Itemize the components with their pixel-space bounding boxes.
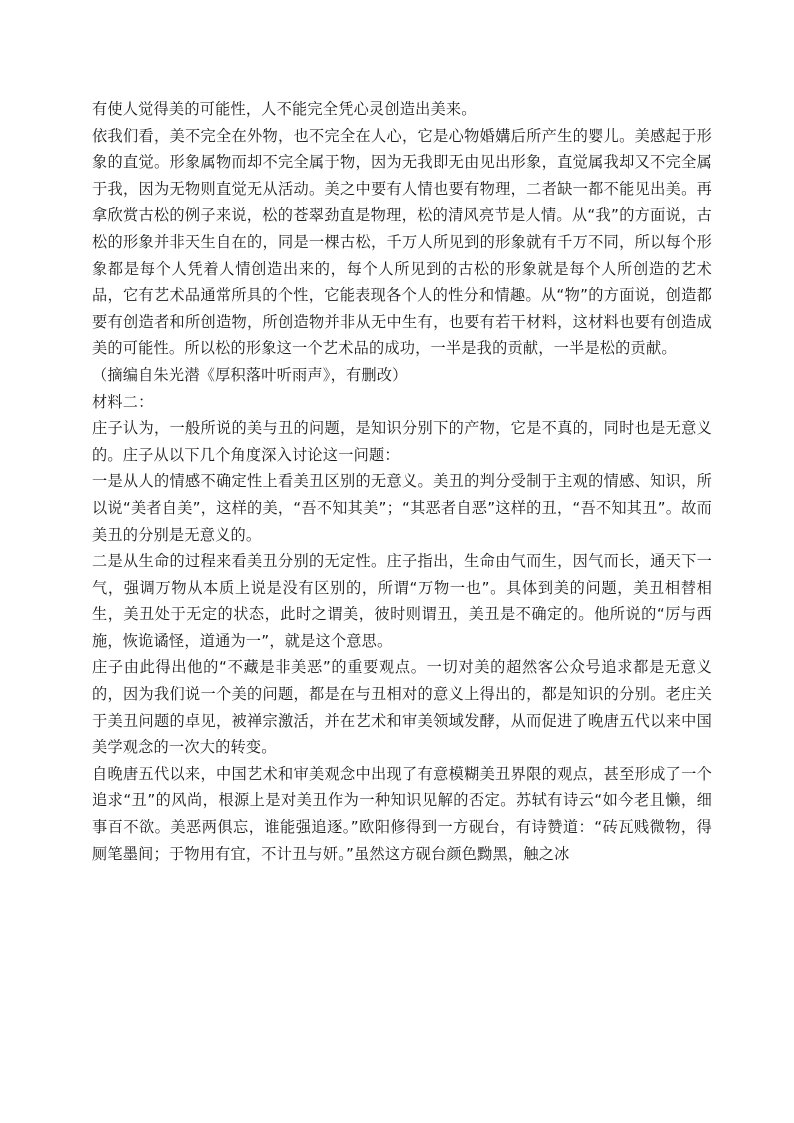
paragraph-conclusion: 庄子由此得出他的“不藏是非美恶”的重要观点。一切对美的超然客公众号追求都是无意义的，因为我们说一个美的问题，都是在与丑相对的意义上得出的，都是知识的分别。老庄关于美丑问题的卓见，被禅宗激活，并在艺术和审美领域发酵，从而促进了晚唐五代以来中国美学观念的一次大的转变。	[92, 658, 712, 757]
paragraph-zhuangzi-intro: 庄子认为，一般所说的美与丑的问题，是知识分别下的产物，它是不真的，同时也是无意义的。庄子从以下几个角度深入讨论这一问题：	[92, 419, 712, 464]
paragraph-mind-and-object: 依我们看，美不完全在外物，也不完全在人心，它是心物婚媾后所产生的婴儿。美感起于形象的直觉。形象属物而却不完全属于物，因为无我即无由见出形象，直觉属我却又不完全属于我，因为无物则直觉无从活动。美之中要有人情也要有物理，二者缺一都不能见出美。再拿欣赏古松的例子来说，松的苍翠劲直是物理，松的清风亮节是人情。从“我”的方面说，古松的形象并非天生自在的，同是一棵古松，千万人所见到的形象就有千万不同，所以每个形象都是每个人凭着人情创造出来的，每个人所见到的古松的形象就是每个人所创造的艺术品，它有艺术品通常所具的个性，它能表现各个人的性分和情趣。从“物”的方面说，创造都要有创造者和所创造物，所创造物并非从无中生有，也要有若干材料，这材料也要有创造成美的可能性。所以松的形象这一个艺术品的成功，一半是我的贡献，一半是松的贡献。	[92, 126, 712, 358]
paragraph-point-one: 一是从人的情感不确定性上看美丑区别的无意义。美丑的判分受制于主观的情感、知识，所以说“美者自美”，这样的美，“吾不知其美”；“其恶者自恶”这样的丑，“吾不知其丑”。故而美丑的分别是无意义的。	[92, 472, 712, 544]
paragraph-continuation: 有使人觉得美的可能性，人不能完全凭心灵创造出美来。	[92, 100, 477, 118]
paragraph-late-tang: 自晚唐五代以来，中国艺术和审美观念中出现了有意模糊美丑界限的观点，甚至形成了一个追求“丑”的风尚，根源上是对美丑作为一种知识见解的否定。苏轼有诗云“如今老且懒，细事百不欲。美恶两俱忘，谁能强追逐。”欧阳修得到一方砚台，有诗赞道：“砖瓦贱微物，得厕笔墨间；于物用有宜，不计丑与妍。”虽然这方砚台颜色黝黑，触之冰	[92, 764, 712, 863]
source-citation: （摘编自朱光潜《厚积落叶听雨声》，有删改）	[92, 365, 408, 384]
document-page	[92, 96, 712, 867]
section-heading-material-two: 材料二：	[92, 392, 154, 411]
paragraph-point-two: 二是从生命的过程来看美丑分别的无定性。庄子指出，生命由气而生，因气而长，通天下一气，强调万物从本质上说是没有区别的，所谓“万物一也”。具体到美的问题，美丑相替相生，美丑处于无定的状态，此时之谓美，彼时则谓丑，美丑是不确定的。他所说的“厉与西施，恢诡谲怪，道通为一”，就是这个意思。	[92, 552, 712, 650]
